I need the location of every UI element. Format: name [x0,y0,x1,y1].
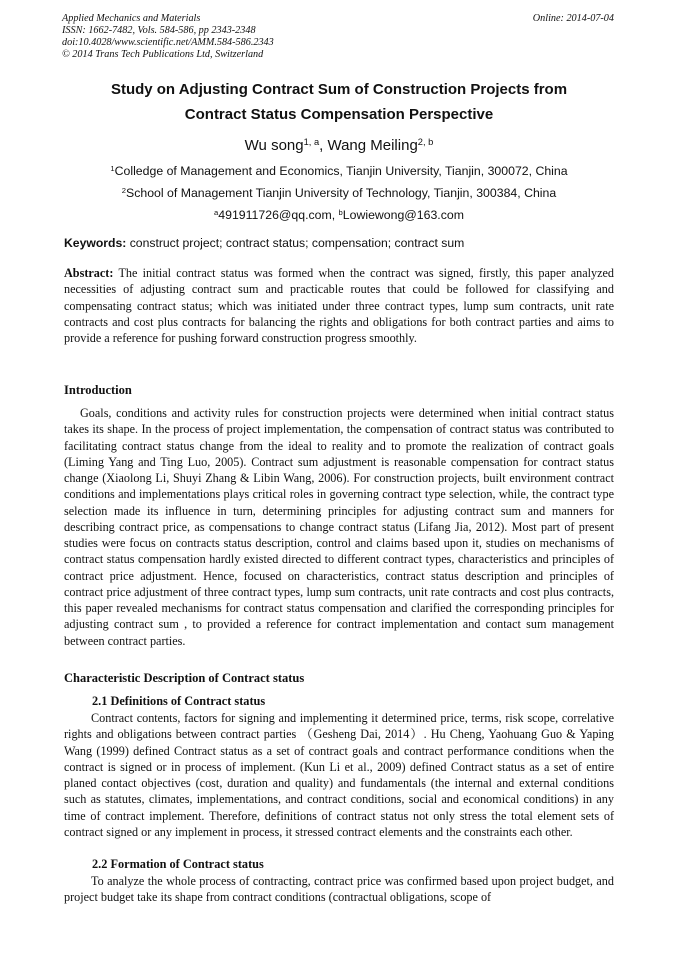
definitions-subheading: 2.1 Definitions of Contract status [92,694,266,708]
affiliation-2 [0,186,678,200]
affiliation-1-text: Colledge of Management and Economics, Tianjin University, Tianjin, 300072, China [114,164,568,178]
affiliation-1-marker: 1 [110,163,115,173]
journal-info [62,13,614,61]
author-emails [0,208,678,222]
definitions-paragraph: Contract contents, factors for signing and implementing it determined price, terms, risk scope, correlative rights and obligations between contract parties （Gesheng Dai, 2014）. Hu Cheng, Yaohuang Guo & Yaping Wang (1999) defined Contract status as a set of contract goals and contract performance conditions when the contract is signed or in process of implement. (Kun Li et al., 2009) defined Contract status as a set of entire planed contact objectives (cost, duration and quality) and fundamentals (the internal and external conditions such as statutes, climates, implementations, and contract conditions, social and economical conditions) in any time of contract implement. Therefore, definitions of contract status not only stress the total element sets of contract signed or any implement in process, it stressed contract elements and the constraints each other. [64,711,614,839]
introduction-heading: Introduction [64,383,132,397]
abstract-label: Abstract: [64,266,114,280]
issn-line: ISSN: 1662-7482, Vols. 584-586, pp 2343-2348 [62,25,256,36]
affiliation-2-marker: 2 [121,185,127,195]
journal-header [62,13,614,61]
author-2: Wang Meiling [327,137,418,154]
keywords-label: Keywords: [64,236,127,250]
author-list [0,137,678,154]
email-a: 491911726@qq.com, [218,208,339,222]
author-1: Wu song [244,137,304,154]
introduction-paragraph: Goals, conditions and activity rules for construction projects were determined when initial contract status takes its shape. In the process of project implementation, the compensation of contract status was contributed to facilitating contract status change from the ideal to reality and to promote the realization of contract goals (Liming Yang and Ting Luo, 2005). Contract sum adjustment is reasonable compensation for contract status change (Xiaolong Li, Shuyi Zhang & Libin Wang, 2006). For construction projects, built environment contract conditions and implementations plays critical roles in governing contract type selection, while, the contract type selection made its influence in turn, determining principles for adjusting contract sum and manners for describing contract price, as compensations to change contract status (Lifang Jia, 2012). Most part of present studies were focus on contracts status description, control and claims based upon it, studies on mechanisms of contract status compensation hardly existed directed to different contract types, characteristics and principles of contract price adjustment. Hence, focused on characteristics, contract status description and principles of contract price adjustment of three contract types, lump sum contracts, unit rate contracts and cost plus contracts, this paper revealed mechanisms for contract status compensation and clarified the corresponding principles for adjusting contract sum , to provided a reference for contract implementation and contact sum management between contract parties. [64,406,614,648]
email-a-marker: a [214,207,219,217]
author-separator: , [319,137,328,154]
keywords-text: construct project; contract status; compensation; contract sum [126,236,465,250]
journal-name: Applied Mechanics and Materials [62,13,201,24]
paper-title-line-2: Contract Status Compensation Perspective [184,106,494,123]
characteristic-heading: Characteristic Description of Contract status [64,671,305,685]
formation-subheading: 2.2 Formation of Contract status [92,857,264,871]
doi-line: doi:10.4028/www.scientific.net/AMM.584-586.2343 [62,37,274,48]
paper-title-line-1: Study on Adjusting Contract Sum of Construction Projects from [110,81,568,98]
online-date: Online: 2014-07-04 [532,13,614,24]
affiliation-2-text: School of Management Tianjin University of Technology, Tianjin, 300384, China [126,186,557,200]
email-b-marker: b [338,207,343,217]
keywords [64,236,616,250]
formation-paragraph: To analyze the whole process of contracting, contract price was confirmed based upon project budget, and project budget take its shape from contract conditions (contractual obligations, scope of [64,874,614,905]
affiliation-1 [0,164,678,178]
email-b: Lowiewong@163.com [342,208,464,222]
author-2-affiliation: 2, b [417,136,434,147]
copyright-line: © 2014 Trans Tech Publications Ltd, Switzerland [62,49,264,60]
author-1-affiliation: 1, a [303,136,320,147]
abstract [64,265,614,346]
abstract-text: The initial contract status was formed when the contract was signed, firstly, this paper analyzed necessities of adjusting contract sum and practicable routes that could be followed for classifying and compensating contract status; which was initiated under three contract types, lump sum contracts, unit rate contracts and cost plus contracts for balancing the rights and obligations for both contract parties and aims to provide a reference for pushing forward construction progress smoothly. [64,266,614,345]
